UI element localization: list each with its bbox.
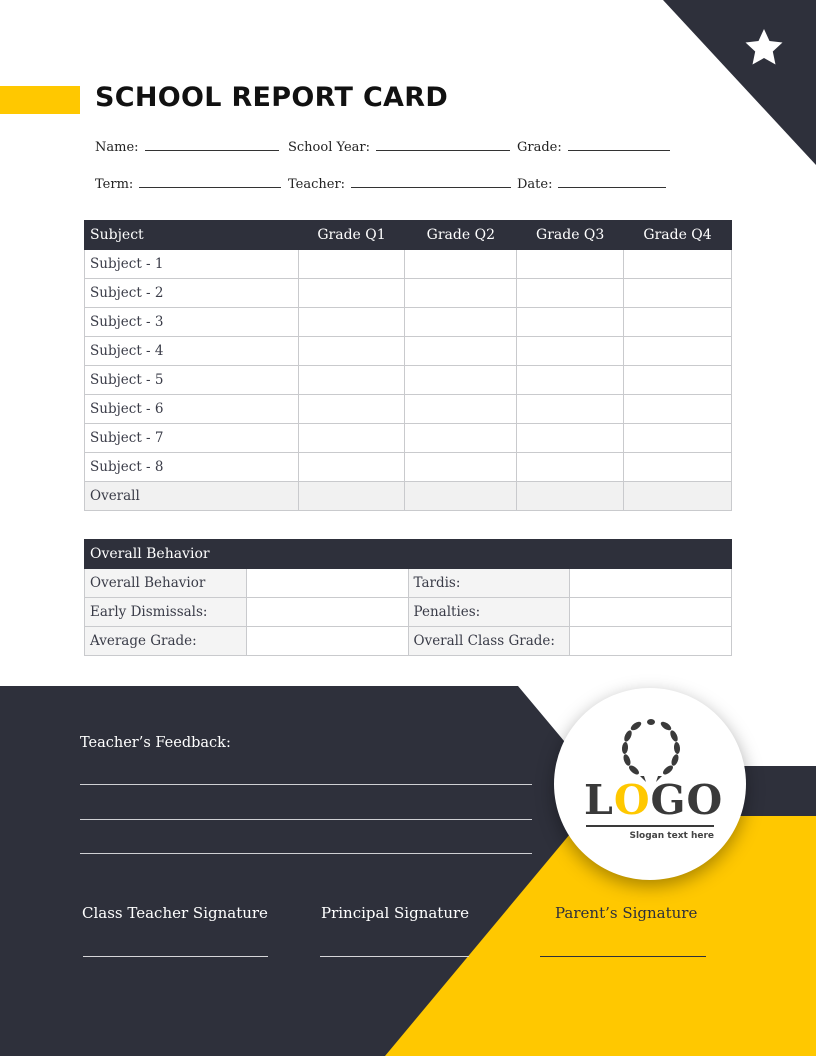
corner-decoration xyxy=(651,0,816,165)
column-header-subject: Subject xyxy=(85,221,299,250)
grade-cell[interactable] xyxy=(624,395,732,424)
grade-cell[interactable] xyxy=(298,482,405,511)
column-header-q3: Grade Q3 xyxy=(517,221,624,250)
subject-label: Subject - 8 xyxy=(85,453,299,482)
subject-label: Subject - 7 xyxy=(85,424,299,453)
table-row xyxy=(85,627,732,656)
column-header-q1: Grade Q1 xyxy=(298,221,405,250)
grade-cell[interactable] xyxy=(624,279,732,308)
grade-cell[interactable] xyxy=(517,279,624,308)
table-row xyxy=(85,395,732,424)
grade-cell[interactable] xyxy=(517,250,624,279)
behavior-header: Overall Behavior xyxy=(85,540,247,569)
behavior-value-cell[interactable] xyxy=(570,627,732,656)
grade-cell[interactable] xyxy=(298,308,405,337)
parent-signature-line[interactable] xyxy=(540,956,706,957)
date-field[interactable]: Date: xyxy=(517,176,666,192)
logo-wordmark: LOGO xyxy=(584,776,724,824)
table-row xyxy=(85,337,732,366)
feedback-line[interactable] xyxy=(80,853,532,854)
grade-cell[interactable] xyxy=(624,453,732,482)
grade-cell[interactable] xyxy=(624,250,732,279)
behavior-label: Tardis: xyxy=(408,569,570,598)
behavior-value-cell[interactable] xyxy=(246,569,408,598)
behavior-label: Overall Behavior xyxy=(85,569,247,598)
grade-cell[interactable] xyxy=(405,337,517,366)
grade-cell[interactable] xyxy=(298,337,405,366)
grade-cell[interactable] xyxy=(405,250,517,279)
school-year-field[interactable]: School Year: xyxy=(288,139,510,155)
behavior-value-cell[interactable] xyxy=(570,598,732,627)
grade-cell[interactable] xyxy=(405,424,517,453)
grade-cell[interactable] xyxy=(517,337,624,366)
grade-cell[interactable] xyxy=(517,308,624,337)
table-row xyxy=(85,453,732,482)
header-cell xyxy=(246,540,408,569)
feedback-line[interactable] xyxy=(80,784,532,785)
behavior-value-cell[interactable] xyxy=(246,627,408,656)
grade-cell[interactable] xyxy=(517,366,624,395)
accent-bar xyxy=(0,86,80,114)
header-cell xyxy=(408,540,570,569)
grade-cell[interactable] xyxy=(405,308,517,337)
logo-slogan: Slogan text here xyxy=(629,831,714,841)
principal-signature-line[interactable] xyxy=(320,956,469,957)
column-header-q4: Grade Q4 xyxy=(624,221,732,250)
grade-cell[interactable] xyxy=(405,453,517,482)
behavior-value-cell[interactable] xyxy=(246,598,408,627)
grade-cell[interactable] xyxy=(405,395,517,424)
class-teacher-signature-line[interactable] xyxy=(83,956,268,957)
grade-cell[interactable] xyxy=(405,366,517,395)
subject-label: Subject - 4 xyxy=(85,337,299,366)
grade-cell[interactable] xyxy=(298,366,405,395)
behavior-label: Average Grade: xyxy=(85,627,247,656)
parent-signature-label: Parent’s Signature xyxy=(555,904,698,922)
logo-rule xyxy=(586,825,714,827)
teacher-field[interactable]: Teacher: xyxy=(288,176,511,192)
overall-row xyxy=(85,482,732,511)
grade-cell[interactable] xyxy=(298,395,405,424)
table-row xyxy=(85,250,732,279)
grade-cell[interactable] xyxy=(624,424,732,453)
grade-cell[interactable] xyxy=(298,453,405,482)
behavior-label: Penalties: xyxy=(408,598,570,627)
grade-cell[interactable] xyxy=(517,424,624,453)
header-cell xyxy=(570,540,732,569)
grade-cell[interactable] xyxy=(405,482,517,511)
behavior-label: Overall Class Grade: xyxy=(408,627,570,656)
feedback-label: Teacher’s Feedback: xyxy=(80,735,231,751)
subject-label: Subject - 6 xyxy=(85,395,299,424)
grade-cell[interactable] xyxy=(624,482,732,511)
principal-signature-label: Principal Signature xyxy=(321,904,470,922)
table-row xyxy=(85,598,732,627)
grade-cell[interactable] xyxy=(298,279,405,308)
grade-cell[interactable] xyxy=(517,453,624,482)
term-field[interactable]: Term: xyxy=(95,176,281,192)
subject-label: Subject - 5 xyxy=(85,366,299,395)
subject-label: Subject - 2 xyxy=(85,279,299,308)
behavior-table xyxy=(84,539,732,656)
behavior-label: Early Dismissals: xyxy=(85,598,247,627)
grade-cell[interactable] xyxy=(405,279,517,308)
subject-label: Subject - 3 xyxy=(85,308,299,337)
table-header-row xyxy=(85,221,732,250)
table-header-row xyxy=(85,540,732,569)
column-header-q2: Grade Q2 xyxy=(405,221,517,250)
grades-table xyxy=(84,220,732,511)
grade-cell[interactable] xyxy=(298,424,405,453)
class-teacher-signature-label: Class Teacher Signature xyxy=(82,904,268,922)
grade-cell[interactable] xyxy=(624,337,732,366)
grade-cell[interactable] xyxy=(624,366,732,395)
behavior-value-cell[interactable] xyxy=(570,569,732,598)
grade-cell[interactable] xyxy=(517,395,624,424)
laurel-wreath-icon xyxy=(616,718,686,784)
page-title: SCHOOL REPORT CARD xyxy=(95,82,449,113)
table-row xyxy=(85,424,732,453)
feedback-line[interactable] xyxy=(80,819,532,820)
grade-field[interactable]: Grade: xyxy=(517,139,670,155)
table-row xyxy=(85,569,732,598)
subject-label: Overall xyxy=(85,482,299,511)
grade-cell[interactable] xyxy=(624,308,732,337)
table-row xyxy=(85,366,732,395)
table-row xyxy=(85,308,732,337)
subject-label: Subject - 1 xyxy=(85,250,299,279)
grade-cell[interactable] xyxy=(517,482,624,511)
name-field[interactable]: Name: xyxy=(95,139,279,155)
grade-cell[interactable] xyxy=(298,250,405,279)
table-row xyxy=(85,279,732,308)
